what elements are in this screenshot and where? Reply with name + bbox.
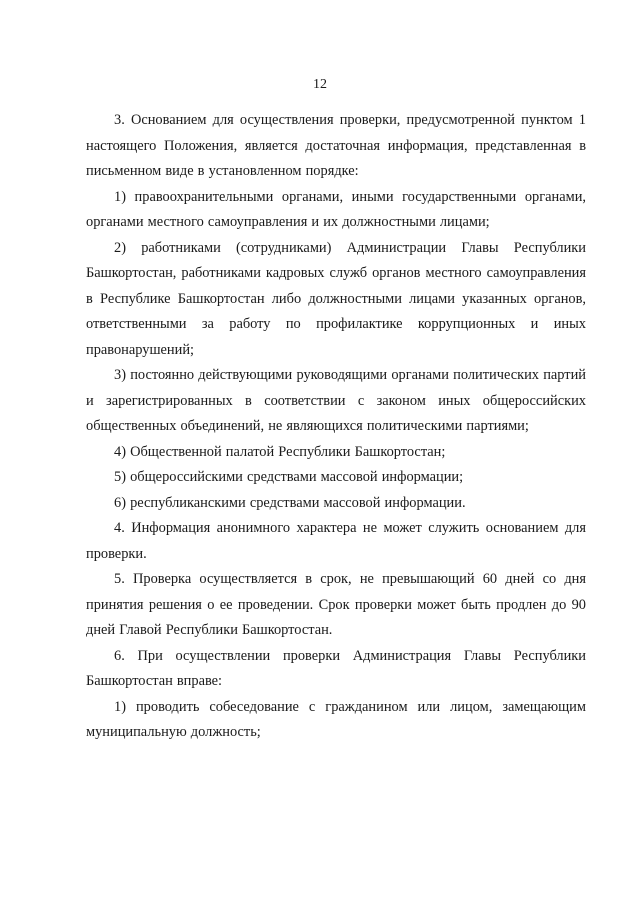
paragraph-republic-media: 6) республиканскими средствами массовой информации.	[114, 494, 466, 511]
paragraph-interview: 1) проводить собеседование с гражданином или лицом, замещающим муниципальную должность;	[86, 698, 586, 740]
paragraph-administration-rights: 6. При осуществлении проверки Администрация Главы Республики Башкортостан вправе:	[86, 647, 586, 689]
paragraph-public-chamber: 4) Общественной палатой Республики Башкортостан;	[114, 443, 446, 460]
document-body	[86, 108, 586, 746]
page-number: 12	[313, 77, 327, 92]
paragraph-federal-media: 5) общероссийскими средствами массовой информации;	[114, 469, 464, 485]
paragraph-political-parties: 3) постоянно действующими руководящими органами политических партий и зарегистрированных в соответствии с законом иных общероссийских общественных объединений, не являющихся политическими партиями;	[86, 367, 586, 434]
paragraph-administration-staff: 2) работниками (сотрудниками) Администрации Главы Республики Башкортостан, работниками кадровых служб органов местного самоуправления в Республике Башкортостан либо должностными лицами указанных органов, ответственными за работу по профилактике коррупционных и иных правонарушений;	[86, 239, 586, 358]
paragraph-anonymous-information: 4. Информация анонимного характера не может служить основанием для проверки.	[86, 520, 586, 562]
paragraph-verification-term: 5. Проверка осуществляется в срок, не превышающий 60 дней со дня принятия решения о ее проведении. Срок проверки может быть продлен до 90 дней Главой Республики Башкортостан.	[86, 571, 586, 638]
paragraph-law-enforcement: 1) правоохранительными органами, иными государственными органами, органами местного самоуправления и их должностными лицами;	[86, 188, 586, 230]
paragraph-verification-basis: 3. Основанием для осуществления проверки, предусмотренной пунктом 1 настоящего Положения, является достаточная информация, представленная в письменном виде в установленном порядке:	[86, 112, 586, 179]
